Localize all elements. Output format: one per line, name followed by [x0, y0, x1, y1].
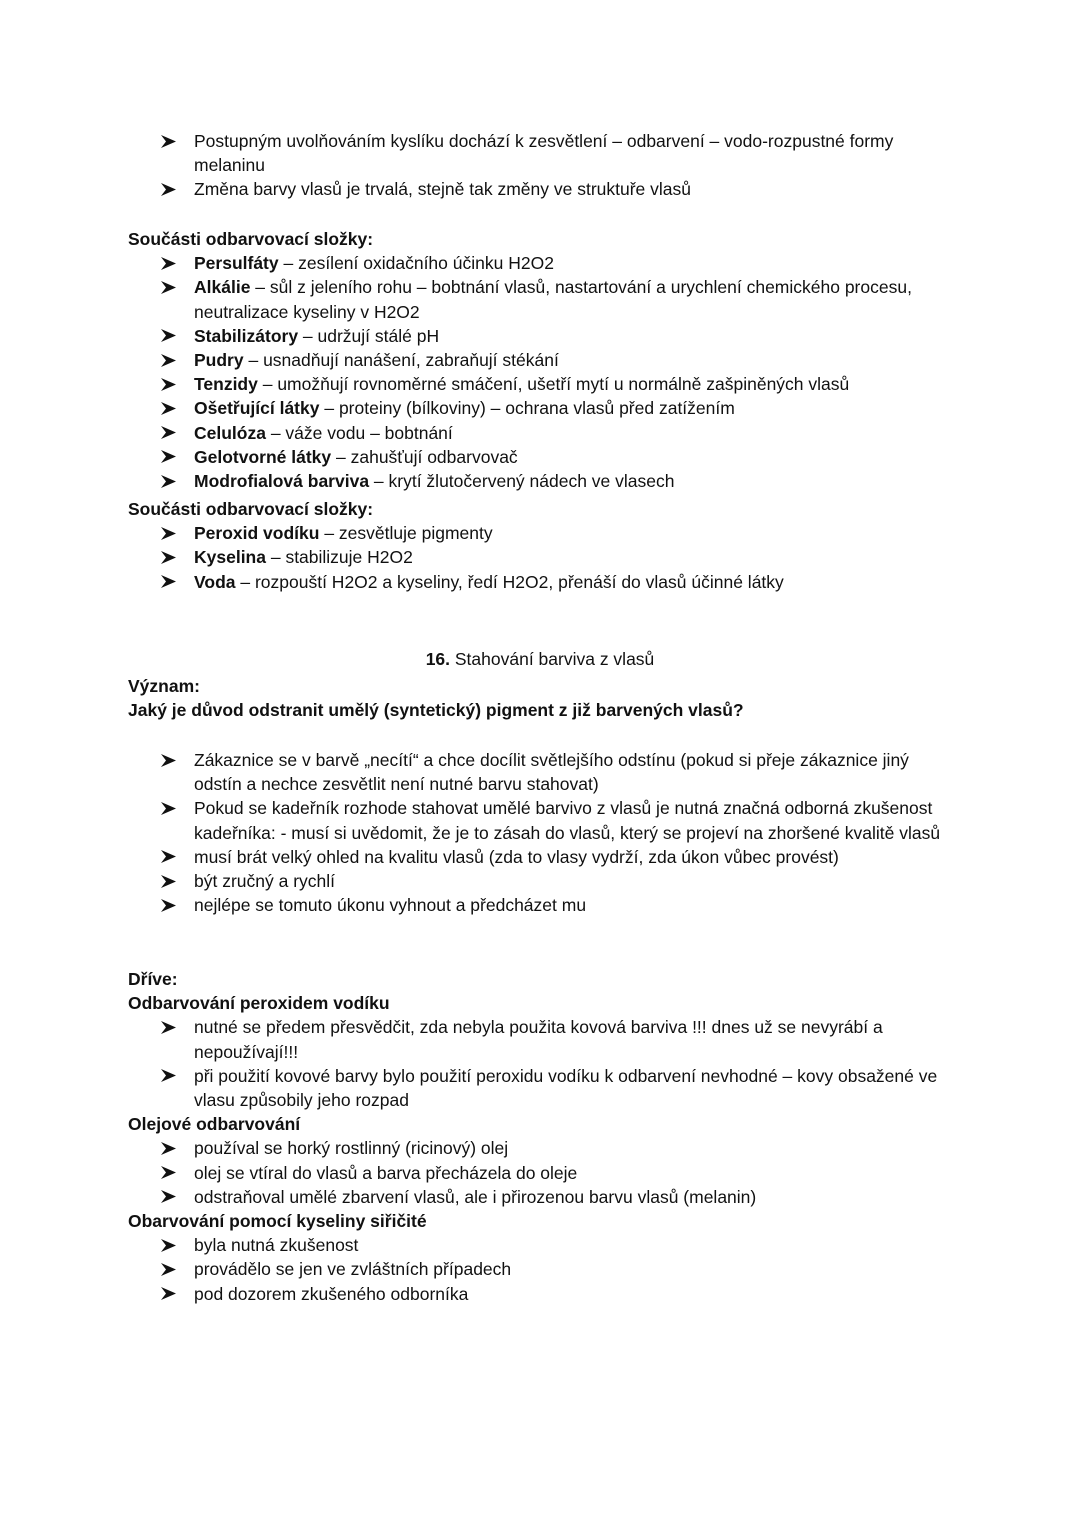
meaning-heading: Význam: — [128, 676, 200, 696]
arrow-bullet-icon — [161, 1233, 179, 1257]
arrow-bullet-icon — [161, 1136, 179, 1160]
components-section-a — [128, 227, 958, 493]
intro-section — [128, 129, 958, 202]
meaning-list — [128, 748, 958, 917]
components-list-b — [128, 521, 958, 594]
list-item: pod dozorem zkušeného odborníka — [128, 1282, 958, 1306]
arrow-bullet-icon — [161, 421, 179, 445]
arrow-bullet-icon — [161, 869, 179, 893]
arrow-bullet-icon — [161, 570, 179, 594]
arrow-bullet-icon — [161, 1015, 179, 1039]
list-item: Persulfáty – zesílení oxidačního účinku H2O2 — [128, 251, 958, 275]
arrow-bullet-icon — [161, 796, 179, 820]
sulfurous-list — [128, 1233, 958, 1306]
list-item: Celulóza – váže vodu – bobtnání — [128, 421, 958, 445]
list-item: při použití kovové barvy bylo použití peroxidu vodíku k odbarvení nevhodné – kovy obsažené ve vlasu způsobily jeho rozpad — [128, 1064, 958, 1112]
list-item: olej se vtíral do vlasů a barva přecházela do oleje — [128, 1161, 958, 1185]
meaning-question: Jaký je důvod odstranit umělý (syntetický) pigment z již barvených vlasů? — [128, 700, 744, 721]
list-item: byla nutná zkušenost — [128, 1233, 958, 1257]
arrow-bullet-icon — [161, 324, 179, 348]
list-item: Zákaznice se v barvě „necítí“ a chce docílit světlejšího odstínu (pokud si přeje zákaznice jiný odstín a nechce zesvětlit není nutné barvu stahovat) — [128, 748, 958, 796]
chapter-number: 16. — [425, 649, 451, 669]
chapter-title-text: Stahování barviva z vlasů — [450, 649, 655, 669]
arrow-bullet-icon — [161, 372, 179, 396]
chapter-title — [0, 647, 1080, 671]
list-item: Alkálie – sůl z jeleního rohu – bobtnání vlasů, nastartování a urychlení chemického procesu, neutralizace kyseliny v H2O2 — [128, 275, 958, 323]
list-item: používal se horký rostlinný (ricinový) olej — [128, 1136, 958, 1160]
list-item: Tenzidy – umožňují rovnoměrné smáčení, ušetří mytí u normálně zašpiněných vlasů — [128, 372, 958, 396]
peroxide-heading: Odbarvování peroxidem vodíku — [128, 993, 390, 1014]
arrow-bullet-icon — [161, 177, 179, 201]
arrow-bullet-icon — [161, 748, 179, 772]
arrow-bullet-icon — [161, 1282, 179, 1306]
section-heading: Součásti odbarvovací složky: — [128, 499, 374, 519]
arrow-bullet-icon — [161, 396, 179, 420]
list-item: Změna barvy vlasů je trvalá, stejně tak změny ve struktuře vlasů — [128, 177, 958, 201]
list-item: Ošetřující látky – proteiny (bílkoviny) – ochrana vlasů před zatížením — [128, 396, 958, 420]
arrow-bullet-icon — [161, 545, 179, 569]
arrow-bullet-icon — [161, 469, 179, 493]
arrow-bullet-icon — [161, 1161, 179, 1185]
meaning-section — [128, 674, 958, 722]
list-item: Postupným uvolňováním kyslíku dochází k zesvětlení – odbarvení – vodo-rozpustné formy melaninu — [128, 129, 958, 177]
list-item: být zručný a rychlí — [128, 869, 958, 893]
list-item: Gelotvorné látky – zahušťují odbarvovač — [128, 445, 958, 469]
arrow-bullet-icon — [161, 845, 179, 869]
oil-list — [128, 1136, 958, 1209]
history-section — [128, 967, 958, 1306]
list-item: Kyselina – stabilizuje H2O2 — [128, 545, 958, 569]
arrow-bullet-icon — [161, 348, 179, 372]
list-item: Pokud se kadeřník rozhode stahovat umělé barvivo z vlasů je nutná značná odborná zkušenost kadeřníka: - musí si uvědomit, že je to zásah do vlasů, který se projeví na zhoršené kvalitě vlasů — [128, 796, 958, 844]
sulfurous-heading: Obarvování pomocí kyseliny siřičité — [128, 1211, 427, 1232]
arrow-bullet-icon — [161, 445, 179, 469]
list-item: Voda – rozpouští H2O2 a kyseliny, ředí H2O2, přenáší do vlasů účinné látky — [128, 570, 958, 594]
list-item: Peroxid vodíku – zesvětluje pigmenty — [128, 521, 958, 545]
arrow-bullet-icon — [161, 1257, 179, 1281]
arrow-bullet-icon — [161, 1185, 179, 1209]
list-item: Modrofialová barviva – krytí žlutočervený nádech ve vlasech — [128, 469, 958, 493]
history-heading: Dříve: — [128, 969, 178, 989]
arrow-bullet-icon — [161, 1064, 179, 1088]
list-item: musí brát velký ohled na kvalitu vlasů (zda to vlasy vydrží, zda úkon vůbec provést) — [128, 845, 958, 869]
components-list-a — [128, 251, 958, 493]
section-heading: Součásti odbarvovací složky: — [128, 229, 374, 249]
intro-list — [128, 129, 958, 202]
oil-heading: Olejové odbarvování — [128, 1114, 301, 1135]
arrow-bullet-icon — [161, 893, 179, 917]
meaning-list-block — [128, 748, 958, 917]
arrow-bullet-icon — [161, 275, 179, 299]
list-item: Pudry – usnadňují nanášení, zabraňují stékání — [128, 348, 958, 372]
arrow-bullet-icon — [161, 129, 179, 153]
arrow-bullet-icon — [161, 251, 179, 275]
list-item: Stabilizátory – udržují stálé pH — [128, 324, 958, 348]
list-item: nutné se předem přesvědčit, zda nebyla použita kovová barviva !!! dnes už se nevyrábí a nepoužívají!!! — [128, 1015, 958, 1063]
list-item: odstraňoval umělé zbarvení vlasů, ale i přirozenou barvu vlasů (melanin) — [128, 1185, 958, 1209]
arrow-bullet-icon — [161, 521, 179, 545]
list-item: nejlépe se tomuto úkonu vyhnout a předcházet mu — [128, 893, 958, 917]
list-item: provádělo se jen ve zvláštních případech — [128, 1257, 958, 1281]
peroxide-list — [128, 1015, 958, 1112]
components-section-b — [128, 497, 958, 594]
